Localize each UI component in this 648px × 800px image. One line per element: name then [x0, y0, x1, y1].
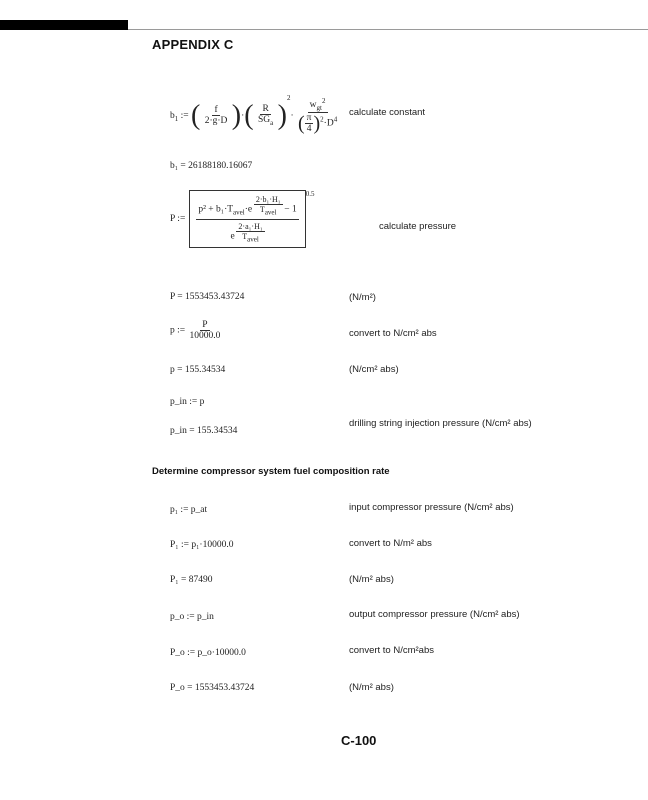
eq1-frac-r: $\frac{R}{SG_a}$ [257, 104, 274, 128]
eq1-frac-f: $\frac{f}{2\cdot g\cdot D}$ [204, 105, 228, 127]
row-1-eq: p₁ := p_at [170, 505, 208, 515]
row-5-note: convert to N/cm²abs [349, 645, 434, 656]
eq3-lhs: P := [170, 214, 186, 225]
row-5-eq: P_o := p_o·10000.0 [170, 648, 246, 658]
eq8-note: drilling string injection pressure (N/cm² abs) [349, 418, 532, 429]
row-3-note: (N/m² abs) [349, 574, 394, 585]
row-6-eq: P_o = 1553453.43724 [170, 683, 255, 693]
equation-pressure: P := $p^2 + b_1\cdot T_{avel}\cdot e$ $^{\frac{\text{2·b₁·H₁}}{T_{avel}}}$ − 1 e $^{\frac{\text{2·a₁·H₁}}{T_{avel}}}$ $^{0.5}$ [170, 190, 315, 248]
row-1-note: input compressor pressure (N/cm² abs) [349, 502, 514, 513]
eq6-note: (N/cm² abs) [349, 364, 399, 375]
eq8-result: p_in = 155.34534 [170, 426, 238, 436]
eq7-assign: p_in := p [170, 397, 205, 407]
eq4-note: (N/m²) [349, 292, 376, 303]
section-heading: Determine compressor system fuel composition rate [152, 466, 390, 477]
appendix-title: APPENDIX C [152, 37, 234, 52]
page-number: C-100 [341, 733, 377, 748]
eq5-note: convert to N/cm² abs [349, 328, 437, 339]
eq1-frac-w: $w_{gt}^2$ ( $\frac{\pi}{4}$ )$^2\cdot D^4$ [298, 97, 338, 135]
eq3-main-fraction: $p^2 + b_1\cdot T_{avel}\cdot e$ $^{\frac{\text{2·b₁·H₁}}{T_{avel}}}$ − 1 e $^{\frac{\text{2·a₁·H₁}}{T_{avel}}}$ [198, 195, 297, 244]
eq1-lhs: $b_1$ := [170, 111, 189, 123]
eq1-note: calculate constant [349, 107, 426, 118]
row-6-note: (N/m² abs) [349, 682, 394, 693]
eq5-convert: p := $\frac{P}{10000.0}$ [170, 320, 221, 341]
eq2-result: b₁ = 26188180.16067 [170, 161, 253, 171]
row-2-eq: P₁ := p₁·10000.0 [170, 540, 234, 550]
row-4-note: output compressor pressure (N/cm² abs) [349, 609, 520, 620]
row-2-note: convert to N/m² abs [349, 538, 432, 549]
eq4-result: P = 1553453.43724 [170, 292, 245, 302]
header-bar [0, 20, 128, 30]
equation-b1-definition: $b_1$ := ( $\frac{f}{2\cdot g\cdot D}$ )·( $\frac{R}{SG_a}$ )$^2$· $w_{gt}^2$ ( $\frac{\pi}{4}$ )$^2\cdot D^4$ [170, 94, 338, 135]
eq3-note: calculate pressure [379, 221, 457, 232]
eq6-result: p = 155.34534 [170, 365, 226, 375]
header-rule [128, 29, 648, 30]
row-4-eq: p_o := p_in [170, 612, 214, 622]
row-3-eq: P₁ = 87490 [170, 575, 213, 585]
